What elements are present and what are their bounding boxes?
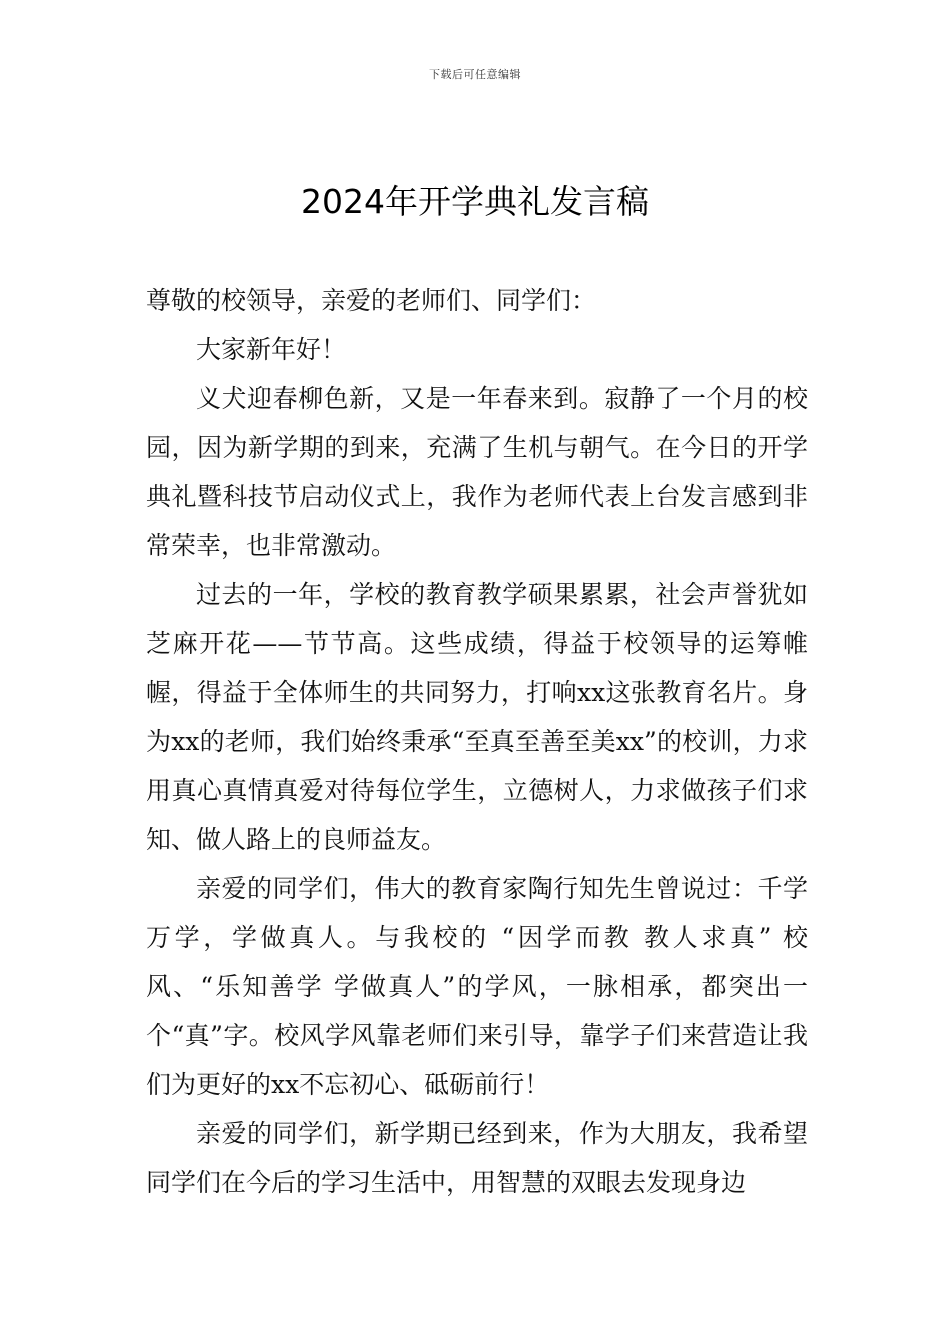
body-paragraph-1: 义犬迎春柳色新，又是一年春来到。寂静了一个月的校园，因为新学期的到来，充满了生机与朝气。在今日的开学典礼暨科技节启动仪式上，我作为老师代表上台发言感到非常荣幸，也非常激动。 bbox=[146, 384, 808, 560]
body-paragraph-2: 过去的一年，学校的教育教学硕果累累，社会声誉犹如芝麻开花——节节高。这些成绩，得益于校领导的运筹帷幄，得益于全体师生的共同努力，打响xx这张教育名片。身为xx的老师，我们始终秉承“至真至善至美xx”的校训，力求用真心真情真爱对待每位学生，立德树人，力求做孩子们求知、做人路上的良师益友。 bbox=[146, 580, 808, 854]
greeting-paragraph: 大家新年好！ bbox=[196, 335, 347, 364]
document-title: 2024年开学典礼发言稿 bbox=[301, 182, 649, 221]
salutation-paragraph: 尊敬的校领导，亲爱的老师们、同学们： bbox=[146, 286, 597, 315]
body-paragraph-4: 亲爱的同学们，新学期已经到来，作为大朋友，我希望同学们在今后的学习生活中，用智慧的双眼去发现身边 bbox=[146, 1119, 808, 1197]
document-body bbox=[146, 276, 808, 1207]
header-note: 下载后可任意编辑 bbox=[429, 68, 521, 81]
body-paragraph-3: 亲爱的同学们，伟大的教育家陶行知先生曾说过：千学万学，学做真人。与我校的 “因学而教 教人求真” 校风、“乐知善学 学做真人”的学风，一脉相承，都突出一个“真”字。校风学风靠老师们来引导，靠学子们来营造让我们为更好的xx不忘初心、砥砺前行！ bbox=[146, 874, 808, 1099]
